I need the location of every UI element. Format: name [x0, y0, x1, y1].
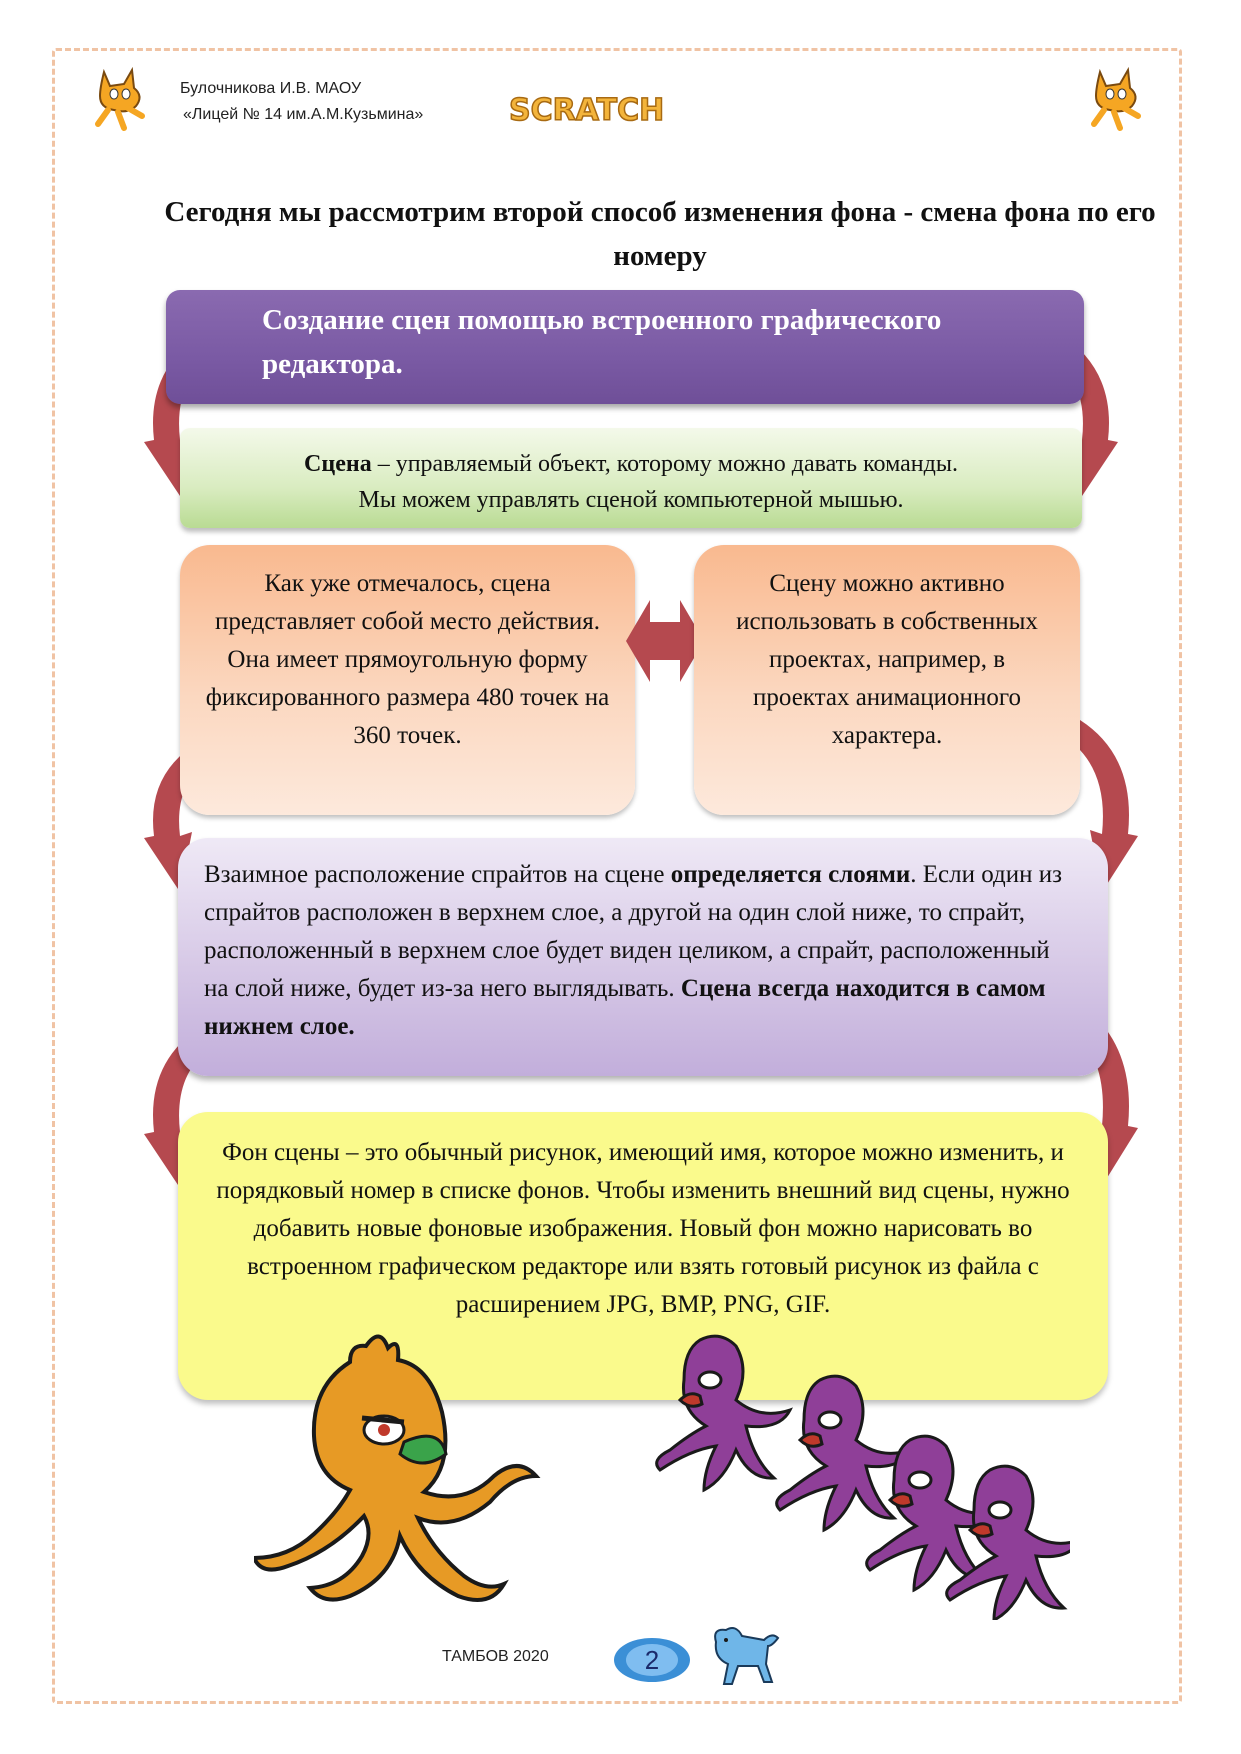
scratch-cat-icon-right — [1080, 64, 1150, 134]
definition-text-1: – управляемый объект, которому можно давать команды. — [371, 451, 958, 477]
layers-text-2: . Если один из спрайтов расположен в верхнем слое, а другой на один слой ниже, то спрайт, расположенный в верхнем слое будет виден целиком, а спрайт, расположенный на слой ниже, будет из-за него выглядывать. — [204, 861, 1063, 1002]
layers-bold-1: определяется слоями — [670, 861, 911, 888]
author-line-1: Булочникова И.В. МАОУ — [180, 80, 362, 97]
footer-city-year: ТАМБОВ 2020 — [442, 1648, 549, 1665]
layers-bold-2: Сцена всегда находится в самом нижнем слое. — [204, 975, 1046, 1040]
definition-text-2: Мы можем управлять сценой компьютерной мышью. — [358, 487, 904, 513]
purple-octopus-sprites — [650, 1330, 1070, 1620]
purple-topic-box — [166, 290, 1084, 404]
orange-octopus-sprite — [254, 1326, 554, 1616]
topic-title: Создание сцен помощью встроенного графического редактора. — [262, 304, 942, 380]
scratch-cat-icon-left — [84, 64, 154, 134]
author-line-2: «Лицей № 14 им.А.М.Кузьмина» — [183, 106, 424, 123]
lilac-layers-box — [178, 838, 1108, 1076]
stage-description: Как уже отмечалось, сцена представляет собой место действия. Она имеет прямоугольную форму фиксированного размера 480 точек на 360 точек. — [205, 570, 610, 749]
green-definition-box — [180, 428, 1082, 528]
logo-text: SCRATCH — [509, 93, 665, 128]
purple-octopus-2 — [777, 1376, 910, 1530]
definition-term: Сцена — [304, 451, 372, 477]
orange-info-box-left — [180, 545, 635, 815]
author-block — [180, 76, 423, 128]
layers-text-1: Взаимное расположение спрайтов на сцене — [204, 861, 671, 888]
scratch-logo — [505, 86, 677, 130]
purple-octopus-4 — [947, 1466, 1070, 1620]
stage-usage: Сцену можно активно использовать в собственных проектах, например, в проектах анимационного характера. — [736, 570, 1038, 749]
background-description: Фон сцены – это обычный рисунок, имеющий имя, которое можно изменить, и порядковый номер в списке фонов. Чтобы изменить внешний вид сцены, нужно добавить новые фоновые изображения. Новый фон можно нарисовать во встроенном графическом редакторе или взять готовый рисунок из файла с расширением JPG, BMP, PNG, GIF. — [216, 1139, 1070, 1318]
page-heading: Сегодня мы рассмотрим второй способ изменения фона - смена фона по его номеру — [164, 196, 1156, 272]
purple-octopus-1 — [657, 1336, 790, 1490]
page-number: 2 — [644, 1645, 660, 1675]
blue-dog-icon — [702, 1622, 784, 1690]
orange-info-box-right — [694, 545, 1080, 815]
